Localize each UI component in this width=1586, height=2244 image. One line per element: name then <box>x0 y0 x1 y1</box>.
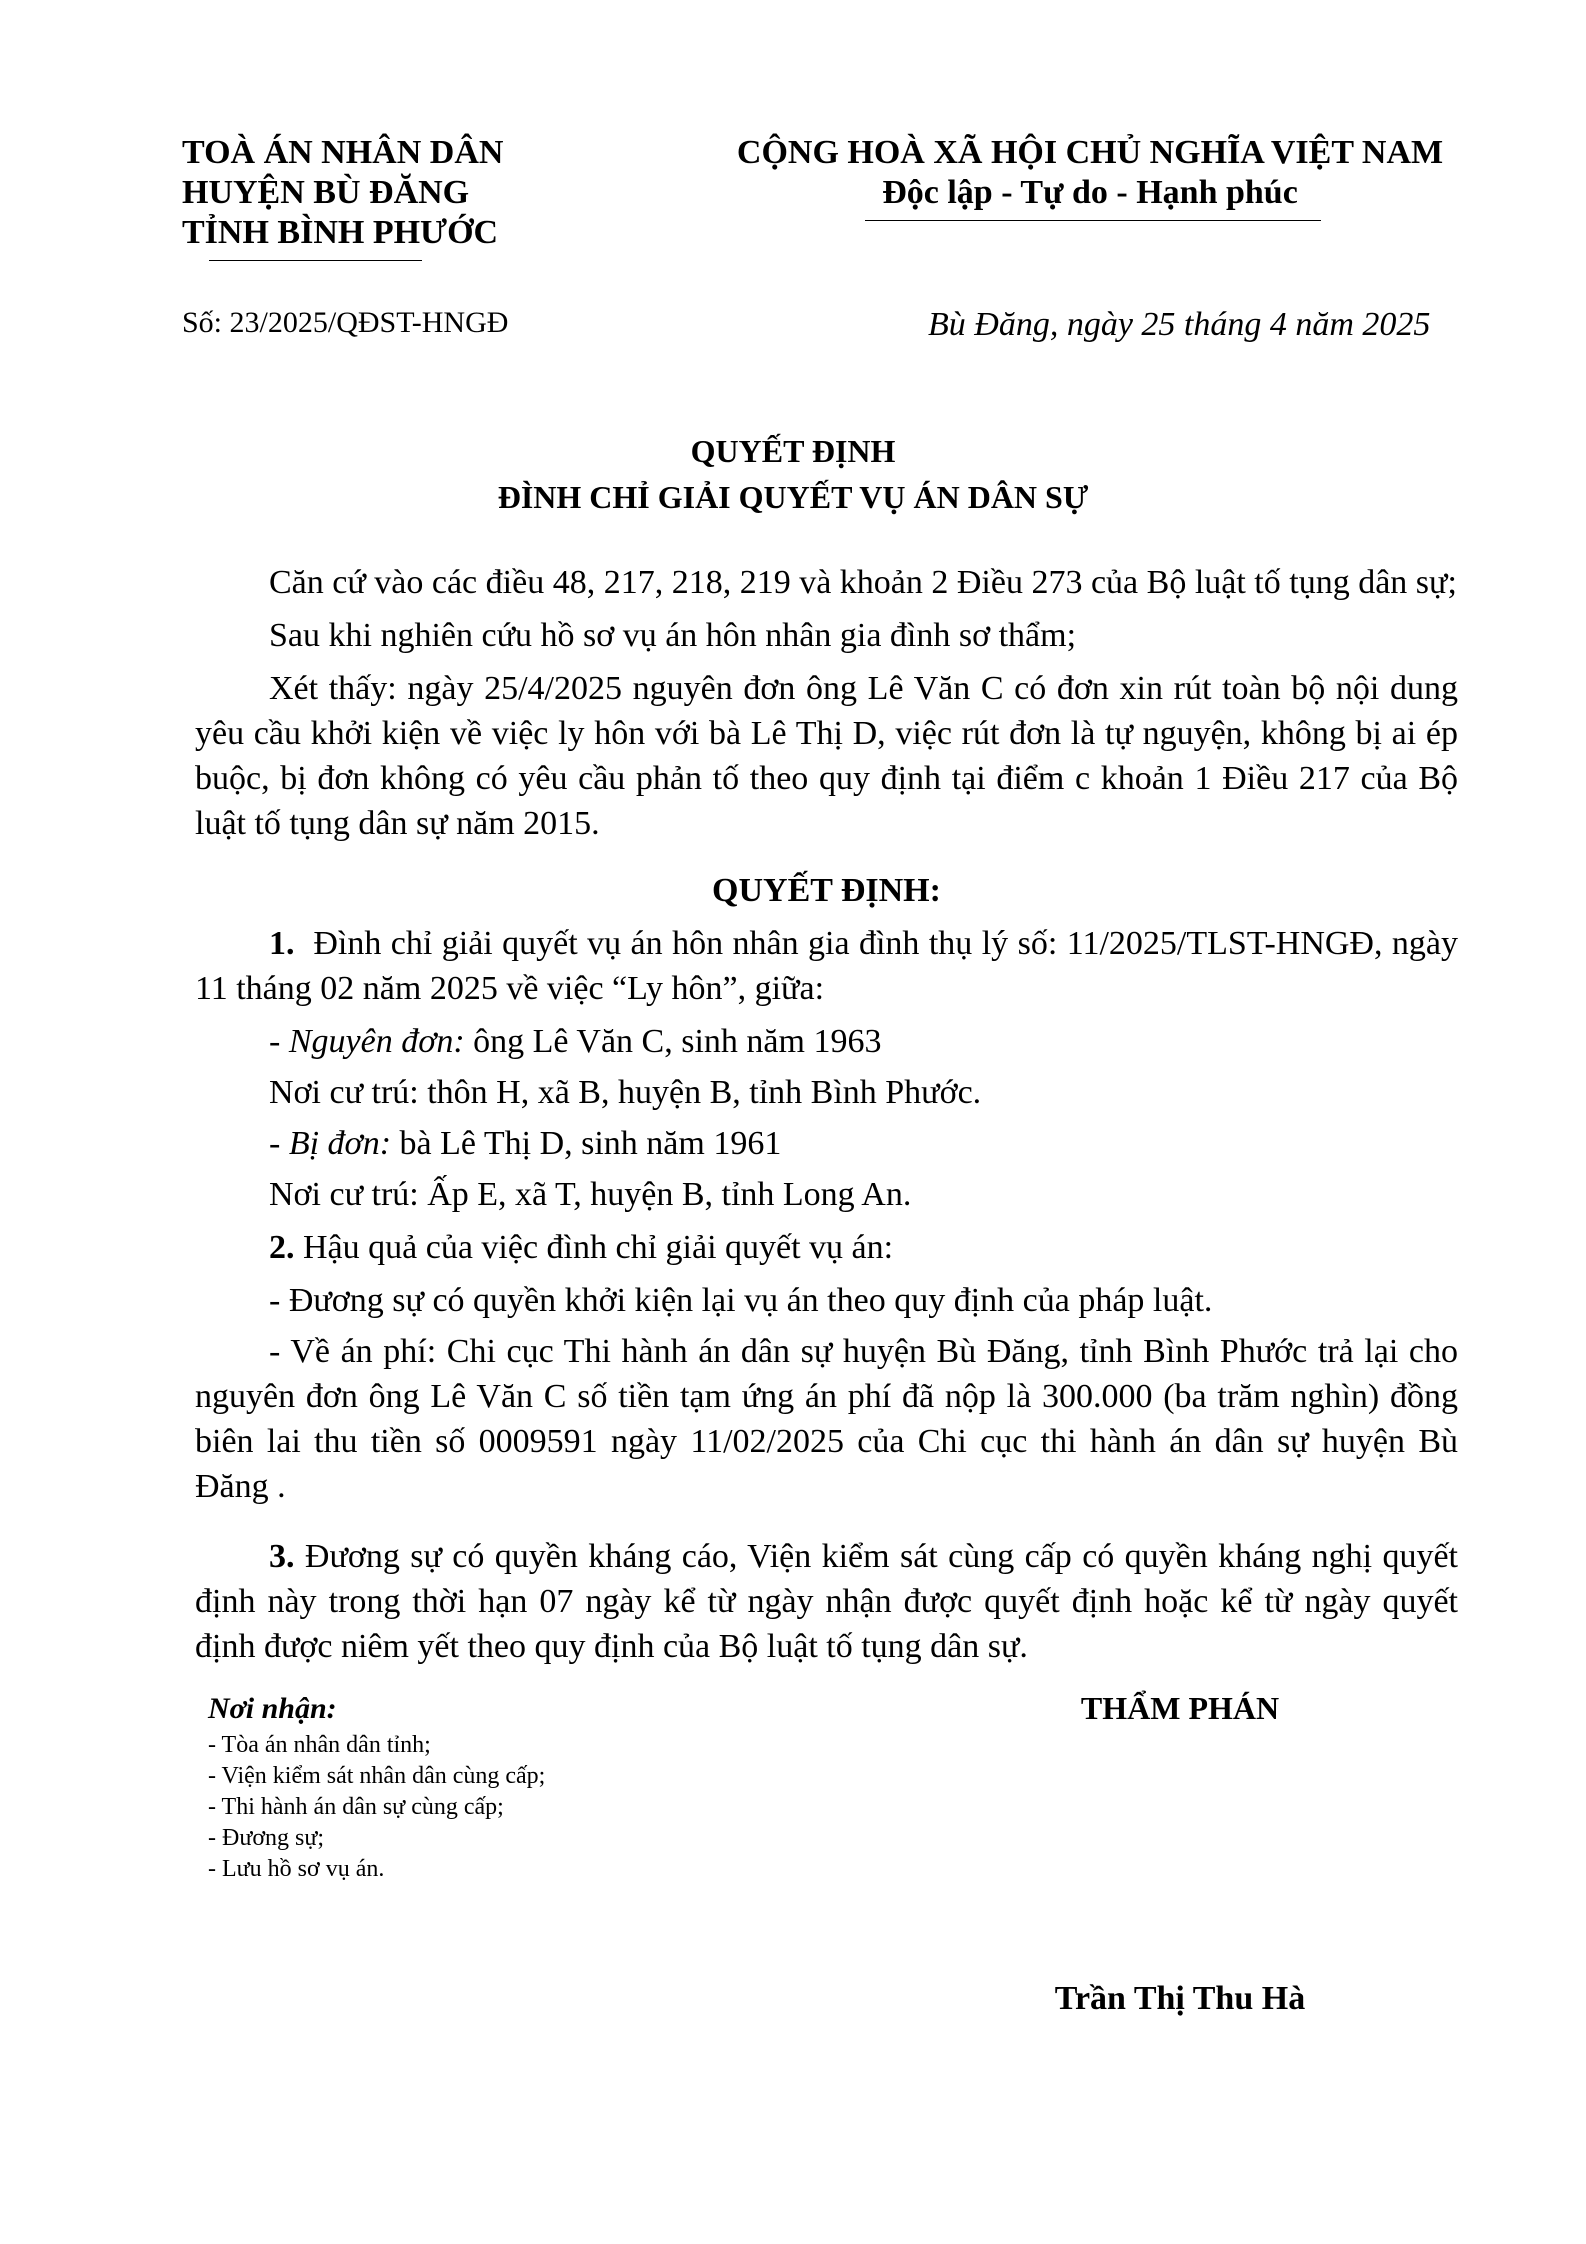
place-date: Bù Đăng, ngày 25 tháng 4 năm 2025 <box>928 306 1431 343</box>
recipient-item: - Lưu hồ sơ vụ án. <box>208 1856 385 1882</box>
court-name-block <box>182 133 542 253</box>
national-title: CỘNG HOÀ XÃ HỘI CHỦ NGHĨA VIỆT NAM <box>736 134 1444 171</box>
recipients-block <box>208 1692 728 1885</box>
plaintiff-address: Nơi cư trú: thôn H, xã B, huyện B, tỉnh Bình Phước. <box>269 1074 982 1111</box>
recipients-title: Nơi nhận: <box>208 1692 337 1725</box>
court-name-line1: TOÀ ÁN NHÂN DÂN <box>182 134 504 171</box>
national-motto-underline <box>865 220 1321 221</box>
decision-item-1-text: Đình chỉ giải quyết vụ án hôn nhân gia đình thụ lý số: 11/2025/TLST-HNGĐ, ngày 11 tháng 02 năm 2025 về việc “Ly hôn”, giữa: <box>195 925 1458 1007</box>
decision-item-2-sub2: - Về án phí: Chi cục Thi hành án dân sự huyện Bù Đăng, tỉnh Bình Phước trả lại cho nguyên đơn ông Lê Văn C số tiền tạm ứng án phí đã nộp là 300.000 (ba trăm nghìn) đồng biên lai thu tiền số 0009591 ngày 11/02/2025 của Chi cục thi hành án dân sự huyện Bù Đăng . <box>195 1333 1458 1505</box>
plaintiff-text: ông Lê Văn C, sinh năm 1963 <box>473 1023 882 1060</box>
defendant-line: - Bị đơn: bà Lê Thị D, sinh năm 1961 <box>269 1125 782 1162</box>
recipient-item: - Thi hành án dân sự cùng cấp; <box>208 1794 504 1820</box>
court-name-line3: TỈNH BÌNH PHƯỚC <box>182 214 499 251</box>
document-number: Số: 23/2025/QĐST-HNGĐ <box>182 306 509 339</box>
court-name-line2: HUYỆN BÙ ĐĂNG <box>182 174 470 211</box>
signer-role: THẨM PHÁN <box>1080 1690 1280 1726</box>
defendant-text: bà Lê Thị D, sinh năm 1961 <box>399 1125 782 1162</box>
recipient-item: - Tòa án nhân dân tỉnh; <box>208 1732 431 1758</box>
review-paragraph: Sau khi nghiên cứu hồ sơ vụ án hôn nhân gia đình sơ thẩm; <box>269 617 1077 654</box>
decision-item-3-number: 3. <box>269 1538 295 1575</box>
document-title <box>0 428 1586 520</box>
basis-paragraph: Căn cứ vào các điều 48, 217, 218, 219 và khoản 2 Điều 273 của Bộ luật tố tụng dân sự; <box>269 564 1457 601</box>
decision-heading: QUYẾT ĐỊNH: <box>712 872 941 909</box>
national-motto-block <box>710 133 1470 213</box>
decision-item-1-number: 1. <box>269 925 295 962</box>
recipient-item: - Viện kiểm sát nhân dân cùng cấp; <box>208 1763 546 1789</box>
recipient-item: - Đương sự; <box>208 1825 325 1851</box>
decision-item-2-sub1: - Đương sự có quyền khởi kiện lại vụ án theo quy định của pháp luật. <box>269 1282 1213 1319</box>
plaintiff-label: Nguyên đơn: <box>288 1023 465 1060</box>
signer-name: Trần Thị Thu Hà <box>1054 1980 1306 2017</box>
recipients-list <box>208 1730 728 1885</box>
decision-item-2 <box>195 1225 1458 1270</box>
finding-paragraph: Xét thấy: ngày 25/4/2025 nguyên đơn ông Lê Văn C có đơn xin rút toàn bộ nội dung yêu cầu khởi kiện về việc ly hôn với bà Lê Thị D, việc rút đơn là tự nguyện, không bị ai ép buộc, bị đơn không có yêu cầu phản tố theo quy định tại điểm c khoản 1 Điều 217 của Bộ luật tố tụng dân sự năm 2015. <box>195 670 1458 842</box>
document-title-line2: ĐÌNH CHỈ GIẢI QUYẾT VỤ ÁN DÂN SỰ <box>497 479 1089 515</box>
decision-item-2-text: Hậu quả của việc đình chỉ giải quyết vụ án: <box>303 1229 894 1266</box>
national-motto: Độc lập - Tự do - Hạnh phúc <box>882 174 1298 211</box>
decision-item-1 <box>195 921 1458 1011</box>
court-name-underline <box>209 260 422 261</box>
decision-item-2-number: 2. <box>269 1229 295 1266</box>
defendant-label: Bị đơn: <box>288 1125 392 1162</box>
defendant-address: Nơi cư trú: Ấp E, xã T, huyện B, tỉnh Long An. <box>269 1176 912 1213</box>
document-title-line1: QUYẾT ĐỊNH <box>690 433 896 469</box>
decision-item-3 <box>195 1534 1458 1669</box>
document-body <box>195 560 1458 1669</box>
plaintiff-line: - Nguyên đơn: ông Lê Văn C, sinh năm 1963 <box>269 1023 882 1060</box>
decision-item-3-text: Đương sự có quyền kháng cáo, Viện kiểm sát cùng cấp có quyền kháng nghị quyết định này trong thời hạn 07 ngày kể từ ngày nhận được quyết định hoặc kể từ ngày quyết định được niêm yết theo quy định của Bộ luật tố tụng dân sự. <box>195 1538 1458 1665</box>
